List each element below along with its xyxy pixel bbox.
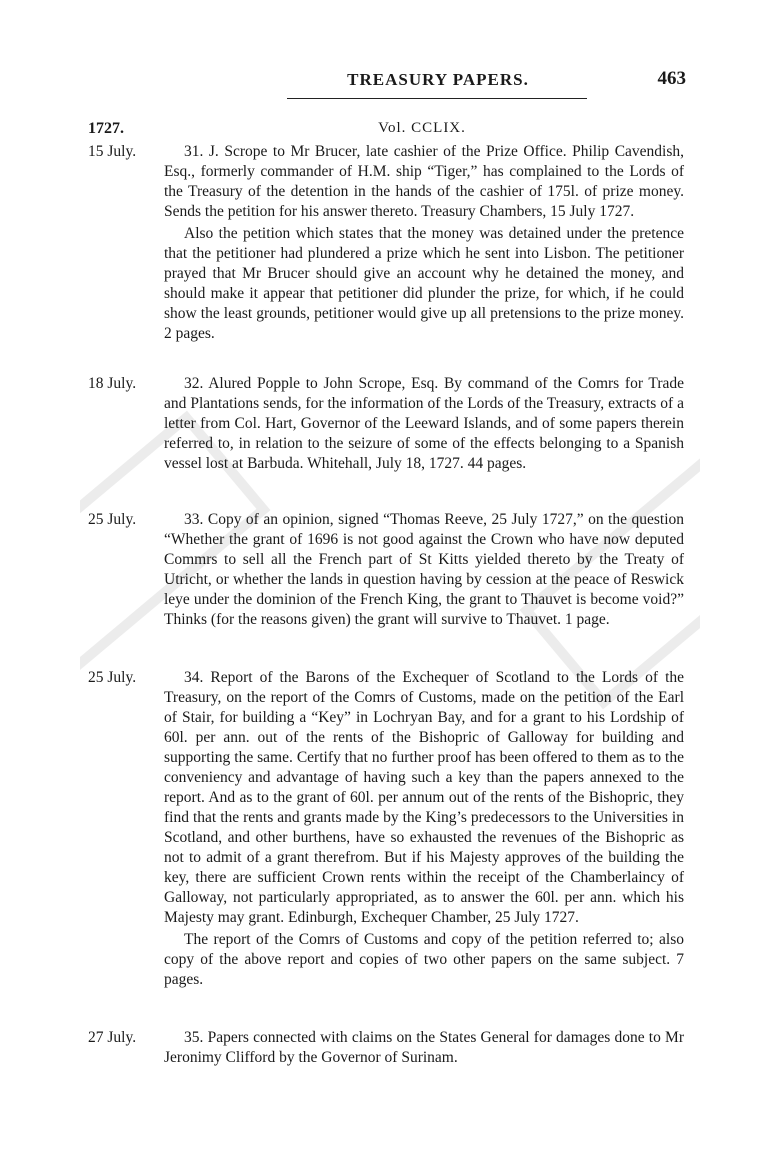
- page-number: 463: [657, 68, 686, 89]
- entry-date: 25 July.: [88, 669, 137, 686]
- entry-paragraph: 34. Report of the Barons of the Exchequer of Scotland to the Lords of the Treasury, on the report of the Comrs of Customs, made on the petition of the Earl of Stair, for building a “Key” in Lochryan Bay, and for a grant to his Lordship of 60l. per ann. out of the rents of the Bishopric of Galloway for building and supporting the same. Certify that no further proof has been offered to them as to the conveniency and advantage of having such a key than the papers annexed to the report. And as to the grant of 60l. per annum out of the rents of the Bishopric, they find that the rents and grants made by the King’s predecessors to the Universities in Scotland, and other burthens, have so exhausted the revenues of the Bishopric as not to admit of a grant therefrom. But if his Majesty approves of the building the key, there are sufficient Crown rents within the receipt of the Chamberlaincy of Galloway, not particularly appropriated, as to answer the 60l. per ann. which his Majesty may grant. Edinburgh, Exchequer Chamber, 25 July 1727.: [164, 669, 684, 926]
- entry-paragraph: 32. Alured Popple to John Scrope, Esq. By command of the Comrs for Trade and Plantations sends, for the information of the Lords of the Treasury, extracts of a letter from Col. Hart, Governor of the Leeward Islands, and of some papers therein referred to, in relation to the seizure of some of the effects belonging to a Spanish vessel lost at Barbuda. Whitehall, July 18, 1727. 44 pages.: [164, 375, 684, 472]
- entry-paragraph: 31. J. Scrope to Mr Brucer, late cashier of the Prize Office. Philip Cavendish, Esq., formerly commander of H.M. ship “Tiger,” has complained to the Lords of the Treasury of the detention in the hands of the cashier of 175l. of prize money. Sends the petition for his answer thereto. Treasury Chambers, 15 July 1727.: [164, 143, 684, 220]
- entry-date: 27 July.: [88, 1029, 137, 1046]
- entry-paragraph: 33. Copy of an opinion, signed “Thomas Reeve, 25 July 1727,” on the question “Whether the grant of 1696 is not good against the Crown who have now deputed Commrs to sell all the French part of St Kitts yielded thereto by the Treaty of Utricht, or whether the lands in question having by cession at the peace of Reswick leye under the dominion of the French King, the grant to Thauvet is become void?” Thinks (for the reasons given) the grant will survive to Thauvet. 1 page.: [164, 511, 684, 628]
- header-rule: [287, 98, 587, 99]
- entry-date: 18 July.: [88, 375, 137, 392]
- entry-text: [164, 374, 684, 474]
- entry-text: [164, 510, 684, 630]
- entry-date: 25 July.: [88, 511, 137, 528]
- running-title: TREASURY PAPERS.: [347, 70, 529, 89]
- entry-paragraph: 35. Papers connected with claims on the States General for damages done to Mr Jeronimy Clifford by the Governor of Surinam.: [164, 1029, 684, 1066]
- entry-text: [164, 1028, 684, 1068]
- entry-paragraph: The report of the Comrs of Customs and copy of the petition referred to; also copy of the above report and copies of two other papers on the same subject. 7 pages.: [164, 931, 684, 988]
- entry-text: [164, 142, 684, 344]
- running-head: [0, 68, 768, 94]
- year-label: 1727.: [88, 120, 124, 137]
- entry-paragraph: Also the petition which states that the money was detained under the pretence that the petitioner had plundered a prize which he sent into Lisbon. The petitioner prayed that Mr Brucer should give an account why he detained the money, and should make it appear that petitioner did plunder the prize, for which, if he could show the least grounds, petitioner would give up all pretensions to the prize money. 2 pages.: [164, 225, 684, 342]
- entry-text: [164, 668, 684, 990]
- volume-label: Vol. CCLIX.: [378, 120, 466, 136]
- entry-date: 15 July.: [88, 143, 137, 160]
